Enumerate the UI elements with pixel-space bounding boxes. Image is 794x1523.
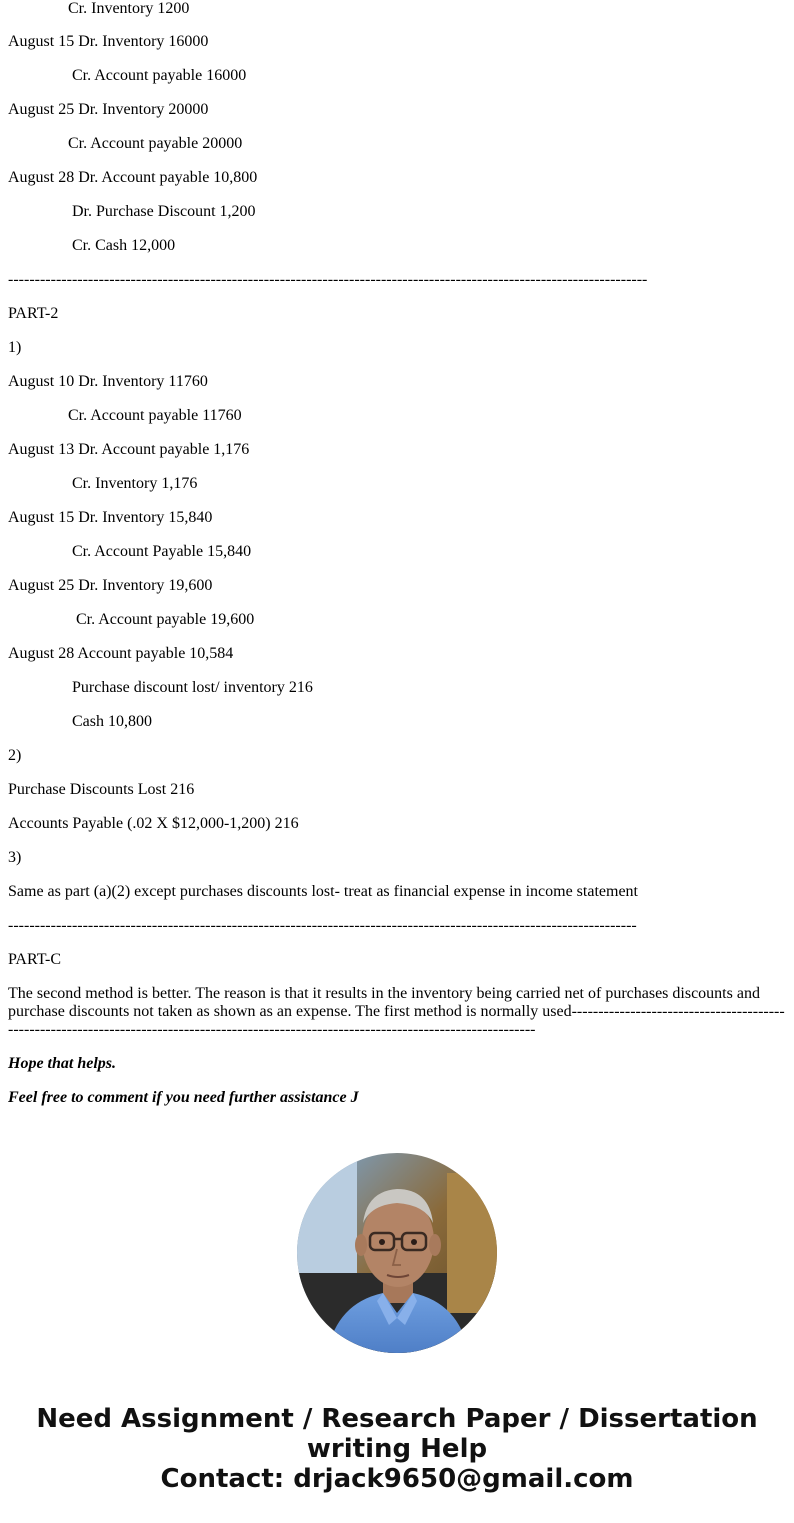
journal-line: Cr. Account payable 19,600 [76, 611, 255, 628]
journal-line: Cr. Account payable 20000 [68, 135, 243, 152]
divider: ------------------------------------------------------------------------------------------------------------------------ [8, 271, 648, 288]
footer-contact: Contact: drjack9650@gmail.com [160, 1464, 634, 1494]
journal-line: Cash 10,800 [72, 713, 152, 730]
journal-line: Dr. Purchase Discount 1,200 [72, 203, 256, 220]
divider: ---------------------------------------------------------------------------------------------------------------------- [8, 917, 637, 934]
closing-hope: Hope that helps. [8, 1055, 117, 1072]
answer-text: Same as part (a)(2) except purchases discounts lost- treat as financial expense in income statement [8, 883, 638, 900]
journal-line: August 13 Dr. Account payable 1,176 [8, 441, 250, 458]
section-heading: PART-2 [8, 305, 59, 322]
question-label: 2) [8, 747, 22, 764]
journal-line: Purchase discount lost/ inventory 216 [72, 679, 313, 696]
journal-line: August 15 Dr. Inventory 16000 [8, 33, 209, 50]
journal-line: Cr. Inventory 1,176 [72, 475, 198, 492]
person-photo-icon [297, 1153, 497, 1353]
answer-paragraph: The second method is better. The reason is that it results in the inventory being carried net of purchases discounts and purchase discounts not taken as shown as an expense. The first method is normally used------------------------------------------------------------------------------------------------------------------------------------------- [8, 985, 785, 1038]
journal-line: Cr. Account payable 16000 [72, 67, 247, 84]
journal-line: August 25 Dr. Inventory 20000 [8, 101, 209, 118]
closing-comment: Feel free to comment if you need further assistance J [8, 1089, 359, 1106]
footer-line: Need Assignment / Research Paper / Dissertation [36, 1404, 758, 1434]
footer-line: writing Help [306, 1434, 488, 1464]
section-heading: PART-C [8, 951, 61, 968]
journal-line: Accounts Payable (.02 X $12,000-1,200) 216 [8, 815, 299, 832]
journal-line: Cr. Account payable 11760 [68, 407, 242, 424]
journal-line: Cr. Inventory 1200 [68, 0, 190, 17]
journal-line: Cr. Account Payable 15,840 [72, 543, 252, 560]
journal-line: August 28 Account payable 10,584 [8, 645, 234, 662]
journal-line: August 10 Dr. Inventory 11760 [8, 373, 208, 390]
journal-line: Cr. Cash 12,000 [72, 237, 176, 254]
question-label: 1) [8, 339, 22, 356]
journal-line: August 25 Dr. Inventory 19,600 [8, 577, 213, 594]
journal-line: August 28 Dr. Account payable 10,800 [8, 169, 258, 186]
question-label: 3) [8, 849, 22, 866]
journal-line: August 15 Dr. Inventory 15,840 [8, 509, 213, 526]
journal-line: Purchase Discounts Lost 216 [8, 781, 195, 798]
